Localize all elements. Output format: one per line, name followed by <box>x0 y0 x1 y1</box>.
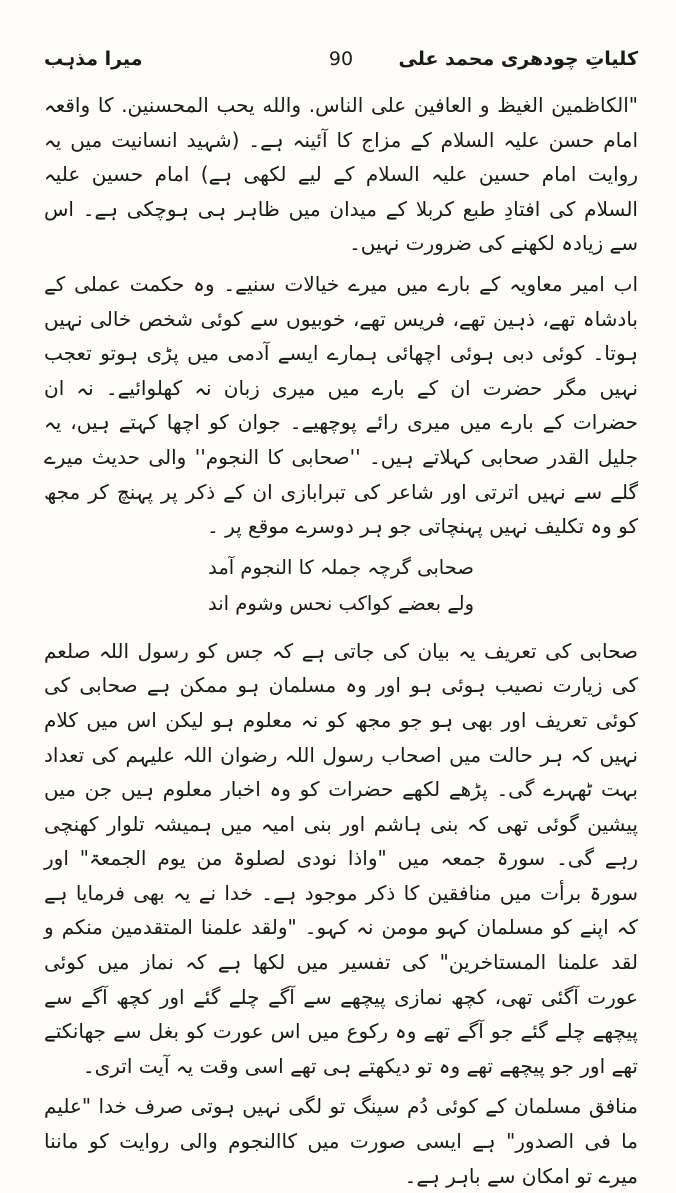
poem-line-2: ولے بعضے کواکب نحس وشوم اند <box>207 591 474 615</box>
paragraph-4: منافق مسلمان کے کوئی دُم سینگ تو لگی نہیں ہوتی صرف خدا "علیم ما فی الصدور" ہے ایسی صورت میں کاالنجوم والی روایت کو ماننا میرے تو امکان سے باہر ہے۔ <box>44 1094 638 1188</box>
book-title: کلیاتِ چودھری محمد علی <box>398 48 638 70</box>
paragraph-3: صحابی کی تعریف یہ بیان کی جاتی ہے کہ جس کو رسول اللہ صلعم کی زیارت نصیب ہوئی ہو اور وہ مسلمان ہو ممکن ہے صحابی کی کوئی تعریف اور بھی ہو جو مجھ کو نہ معلوم ہو لیکن اس میں کلام نہیں کہ ہر حالت میں اصحاب رسول اللہ رضوان اللہ علیہم کی تعداد بہت ٹھہرے گی۔ پڑھے لکھے حضرات کو وہ اخبار معلوم ہیں جن میں پیشین گوئی تھی کہ بنی ہاشم اور بنی امیہ میں ہمیشہ تلوار کھنچی رہے گی۔ سورۃ جمعہ میں "واذا نودی لصلوۃ من یوم الجمعۃ" اور سورۃ برأت میں منافقین کا ذکر موجود ہے۔ خدا نے یہ بھی فرمایا ہے کہ اپنے کو مسلمان کہو مومن نہ کہو۔ "ولقد علمنا المتقدمین منکم و لقد علمنا المستاخرین" کی تفسیر میں لکھا ہے کہ نماز میں کوئی عورت آگئی تھی، کچھ نمازی پیچھے سے آگے چلے گئے اور کچھ آگے سے پیچھے چلے گئے جو آگے تھے وہ رکوع میں اس عورت کو بغل سے جھانکتے تھے اور جو پیچھے تھے وہ تو دیکھتے ہی تھے اسی وقت یہ آیت اتری۔ <box>44 638 638 1078</box>
poem-line-1: صحابی گرچہ جملہ کا النجوم آمد <box>208 555 474 579</box>
poem-couplet <box>44 550 638 622</box>
paragraph-2: اب امیر معاویہ کے بارے میں میرے خیالات سنیے۔ وہ حکمت عملی کے بادشاہ تھے، ذہین تھے، فریس تھے، خوبیوں سے کوئی شخص خالی نہیں ہوتا۔ کوئی دبی ہوئی اچھائی ہمارے ایسے آدمی میں پڑی ہوتو تعجب نہیں مگر حضرت ان کے بارے میں میری زبان نہ کھلوائیے۔ نہ ان حضرات کے بارے میں میری رائے پوچھیے۔ جوان کو اچھا کہتے ہیں، یہ جلیل القدر صحابی کہلاتے ہیں۔ ''صحابی کا النجوم'' والی حدیث میرے گلے سے نہیں اترتی اور شاعر کی تبرابازی ان کے ذکر پر پہنچ کر مجھ کو وہ تکلیف نہیں پہنچاتی جو ہر دوسرے موقع پر ۔ <box>44 271 638 539</box>
paragraph-1: "الکاظمین الغیظ و العافین علی الناس. والله یحب المحسنین. کا واقعہ امام حسن علیہ السلام کے مزاج کا آئینہ ہے۔ (شہید انسانیت میں یہ روایت امام حسین علیہ السلام کے لیے لکھی ہے) امام حسین علیہ السلام کی افتادِ طبع کربلا کے میدان میں ظاہر ہی ہوچکی ہے۔ اس سے زیادہ لکھنے کی ضرورت نہیں۔ <box>44 93 638 256</box>
chapter-title: میرا مذہب <box>44 48 143 70</box>
page-header <box>44 48 638 88</box>
page-number: 90 <box>328 48 354 70</box>
